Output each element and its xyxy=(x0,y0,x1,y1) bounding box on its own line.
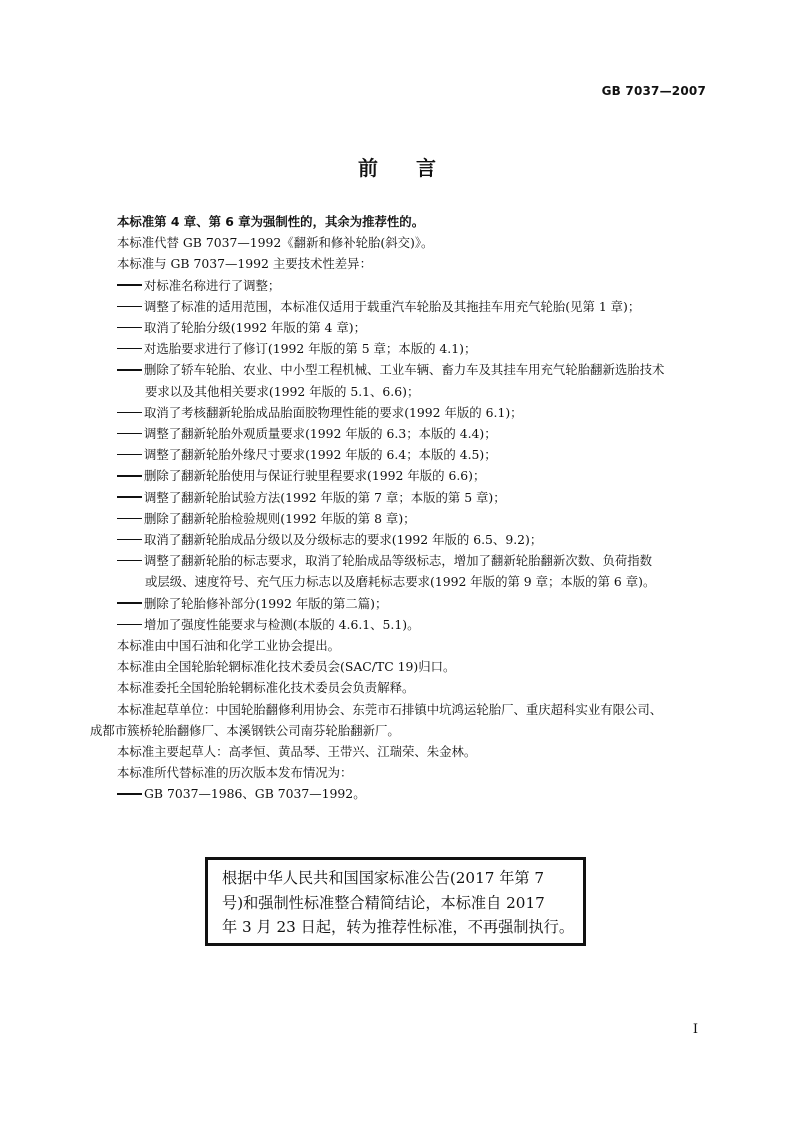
em-dash-mark xyxy=(117,560,142,561)
differences-intro: 本标准与 GB 7037—1992 主要技术性差异： xyxy=(117,256,372,272)
difference-item: 调整了翻新轮胎试验方法(1992 年版的第 7 章；本版的第 5 章)； xyxy=(90,487,708,508)
difference-item: 删除了轮胎修补部分(1992 年版的第二篇)； xyxy=(90,593,708,614)
difference-item-continuation: 或层级、速度符号、充气压力标志以及磨耗标志要求(1992 年版的第 9 章；本版的第 6 章)。 xyxy=(145,574,656,590)
proposer-statement: 本标准由中国石油和化学工业协会提出。 xyxy=(117,638,341,654)
notice-line: 号)和强制性标准整合精简结论，本标准自 2017 xyxy=(222,893,545,912)
difference-item: 调整了翻新轮胎的标志要求，取消了轮胎成品等级标志，增加了翻新轮胎翻新次数、负荷指数 xyxy=(90,550,708,571)
difference-item: 增加了强度性能要求与检测(本版的 4.6.1、5.1)。 xyxy=(90,614,708,635)
em-dash-mark xyxy=(117,793,142,794)
difference-item: 删除了翻新轮胎检验规则(1992 年版的第 8 章)； xyxy=(90,508,708,529)
notice-line: 根据中华人民共和国国家标准公告(2017 年第 7 xyxy=(222,869,545,887)
em-dash-mark xyxy=(117,496,142,497)
em-dash-mark xyxy=(117,624,142,625)
foreword-body xyxy=(90,211,708,805)
history-item: GB 7037—1986、GB 7037—1992。 xyxy=(90,783,708,804)
replacement-statement: 本标准代替 GB 7037—1992《翻新和修补轮胎(斜交)》。 xyxy=(117,235,434,251)
em-dash-mark xyxy=(117,539,142,540)
difference-item: 取消了考核翻新轮胎成品胎面胶物理性能的要求(1992 年版的 6.1)； xyxy=(90,402,708,423)
difference-item: 调整了翻新轮胎外观质量要求(1992 年版的 6.3；本版的 4.4)； xyxy=(90,423,708,444)
em-dash-mark xyxy=(117,475,142,476)
centralized-management-statement: 本标准由全国轮胎轮辋标准化技术委员会(SAC/TC 19)归口。 xyxy=(117,659,456,675)
em-dash-mark xyxy=(117,518,142,519)
em-dash-mark xyxy=(117,412,142,413)
em-dash-mark xyxy=(117,284,142,285)
difference-item: 删除了轿车轮胎、农业、中小型工程机械、工业车辆、畜力车及其挂车用充气轮胎翻新选胎技术 xyxy=(90,359,708,380)
difference-item: 取消了翻新轮胎成品分级以及分级标志的要求(1992 年版的 6.5、9.2)； xyxy=(90,529,708,550)
em-dash-mark xyxy=(117,306,142,307)
page-title: 前言 xyxy=(358,156,474,180)
em-dash-mark xyxy=(117,327,142,328)
interpretation-statement: 本标准委托全国轮胎轮辋标准化技术委员会负责解释。 xyxy=(117,680,415,696)
drafters-statement: 本标准主要起草人：高孝恒、黄品琴、王带兴、江瑞荣、朱金林。 xyxy=(117,744,477,760)
em-dash-mark xyxy=(117,454,142,455)
difference-item: 调整了翻新轮胎外缘尺寸要求(1992 年版的 6.4；本版的 4.5)； xyxy=(90,444,708,465)
em-dash-mark xyxy=(117,369,142,370)
mandatory-clause-statement: 本标准第 4 章、第 6 章为强制性的，其余为推荐性的。 xyxy=(117,214,425,229)
difference-item: 对标准名称进行了调整； xyxy=(90,275,708,296)
em-dash-mark xyxy=(117,602,142,603)
difference-item: 对选胎要求进行了修订(1992 年版的第 5 章；本版的 4.1)； xyxy=(90,338,708,359)
notice-line: 年 3 月 23 日起，转为推荐性标准，不再强制执行。 xyxy=(222,918,575,936)
difference-item: 删除了翻新轮胎使用与保证行驶里程要求(1992 年版的 6.6)； xyxy=(90,465,708,486)
page-number: I xyxy=(692,1022,698,1037)
drafting-units-statement: 本标准起草单位：中国轮胎翻修利用协会、东莞市石排镇中坑鸿运轮胎厂、重庆超科实业有限公司、 xyxy=(117,701,663,717)
em-dash-mark xyxy=(117,348,142,349)
em-dash-mark xyxy=(117,433,142,434)
difference-item: 调整了标准的适用范围，本标准仅适用于载重汽车轮胎及其拖挂车用充气轮胎(见第 1 章)； xyxy=(90,296,708,317)
standard-code: GB 7037—2007 xyxy=(601,84,706,98)
difference-item: 取消了轮胎分级(1992 年版的第 4 章)； xyxy=(90,317,708,338)
difference-item-continuation: 要求以及其他相关要求(1992 年版的 5.1、6.6)； xyxy=(145,383,420,399)
status-notice-box xyxy=(205,857,586,946)
drafting-units-continuation: 成都市簇桥轮胎翻修厂、本溪钢铁公司南芬轮胎翻新厂。 xyxy=(90,722,400,738)
history-intro: 本标准所代替标准的历次版本发布情况为： xyxy=(117,765,353,781)
